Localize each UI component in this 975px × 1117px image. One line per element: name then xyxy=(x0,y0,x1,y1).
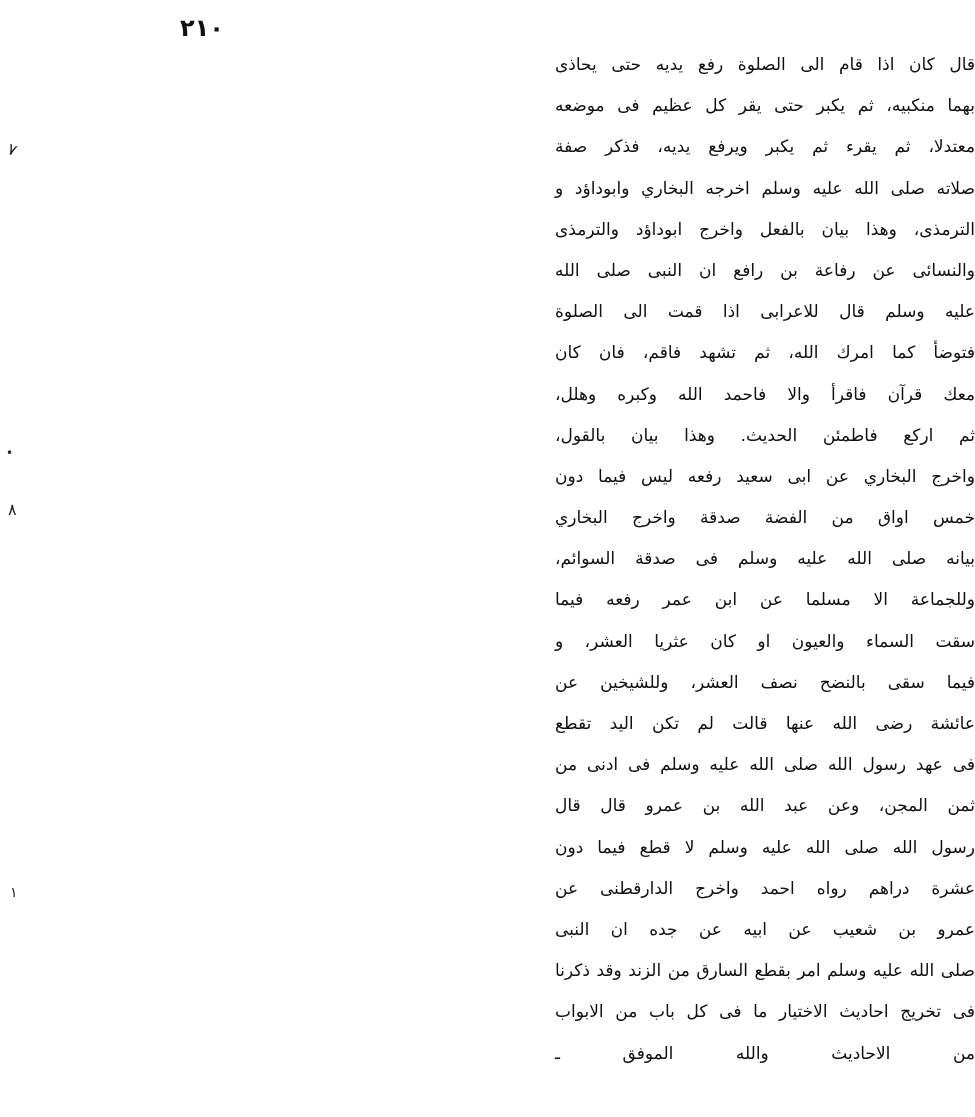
manuscript-line: فى تخريج احاديث الاختيار ما فى كل باب من الابواب xyxy=(555,1002,975,1023)
manuscript-line: رسول الله صلى الله عليه وسلم لا قطع فيما دون xyxy=(555,837,975,858)
manuscript-line: بهما منكبيه، ثم يكبر حتى يقر كل عظيم فى موضعه xyxy=(555,96,975,117)
manuscript-line: صلاته صلى الله عليه وسلم اخرجه البخاري وابوداؤد و xyxy=(555,178,975,199)
manuscript-line: معتدلا، ثم يقرء ثم يكبر ويرفع يديه، فذكر صفة xyxy=(555,137,975,158)
manuscript-line: والنسائى عن رفاعة بن رافع ان النبى صلى الله xyxy=(555,260,975,281)
manuscript-text-block xyxy=(555,45,975,1075)
manuscript-line: فتوضأ كما امرك الله، ثم تشهد فاقم، فان كان xyxy=(555,343,975,364)
margin-mark: ٨ xyxy=(8,500,17,519)
manuscript-line: وللجماعة الا مسلما عن ابن عمر رفعه فيما xyxy=(555,590,975,611)
manuscript-line: بيانه صلى الله عليه وسلم فى صدقة السوائم، xyxy=(555,549,975,570)
manuscript-line: الترمذى، وهذا بيان بالفعل واخرج ابوداؤد والترمذى xyxy=(555,219,975,240)
manuscript-line: فيما سقى بالنضح نصف العشر، وللشيخين عن xyxy=(555,672,975,693)
manuscript-line: صلى الله عليه وسلم امر بقطع السارق من الزند وقد ذكرنا xyxy=(555,961,975,982)
manuscript-line: عمرو بن شعيب عن ابيه عن جده ان النبى xyxy=(555,919,975,940)
manuscript-line: ثم اركع فاطمئن الحديث. وهذا بيان بالقول، xyxy=(555,425,975,446)
page-number: ٢١٠ xyxy=(180,14,224,42)
manuscript-line: قال كان اذا قام الى الصلوة رفع يديه حتى يحاذى xyxy=(555,55,975,75)
manuscript-line: عشرة دراهم رواه احمد واخرج الدارقطنى عن xyxy=(555,878,975,899)
manuscript-line: معك قرآن فاقرأ والا فاحمد الله وكبره وهلل، xyxy=(555,384,975,405)
margin-mark: ١ xyxy=(10,885,18,901)
manuscript-line: واخرج البخاري عن ابى سعيد رفعه ليس فيما دون xyxy=(555,466,975,487)
manuscript-line: من الاحاديث والله الموفق ـ xyxy=(555,1043,975,1064)
manuscript-line: ثمن المجن، وعن عبد الله بن عمرو قال قال xyxy=(555,796,975,817)
manuscript-line: سقت السماء والعيون او كان عثريا العشر، و xyxy=(555,631,975,652)
margin-mark: • xyxy=(6,446,14,460)
manuscript-line: عائشة رضى الله عنها قالت لم تكن اليد تقطع xyxy=(555,714,975,734)
manuscript-line: عليه وسلم قال للاعرابى اذا قمت الى الصلوة xyxy=(555,302,975,323)
margin-mark: ٧ xyxy=(5,139,20,160)
manuscript-line: فى عهد رسول الله صلى الله عليه وسلم فى ادنى من xyxy=(555,755,975,776)
manuscript-line: خمس اواق من الفضة صدقة واخرج البخاري xyxy=(555,508,975,529)
